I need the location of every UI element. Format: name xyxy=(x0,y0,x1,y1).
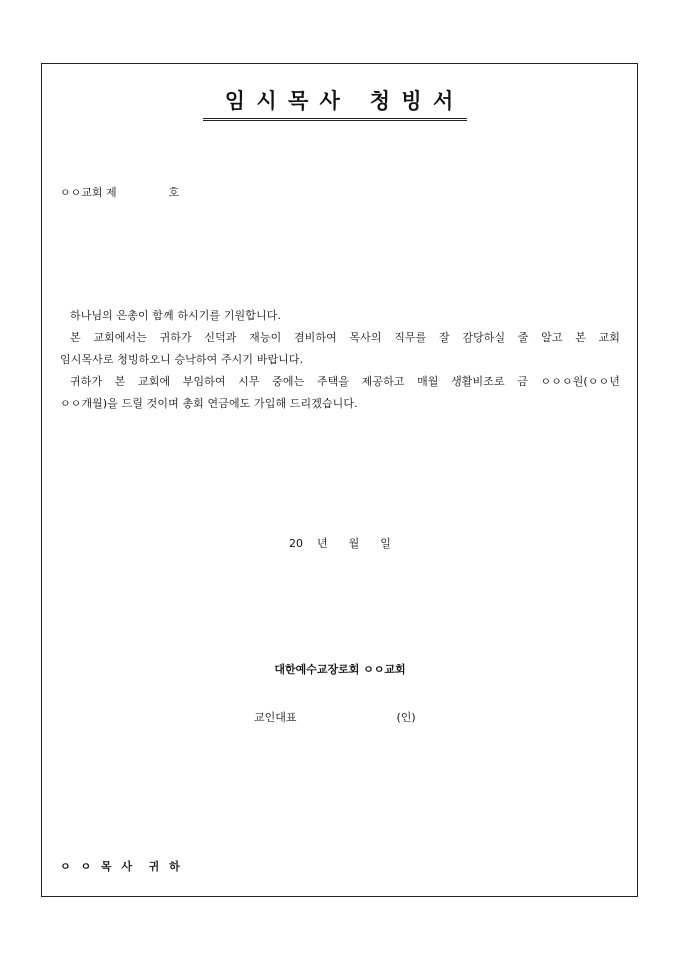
terms-paragraph-line-2 xyxy=(60,393,620,415)
invitation-paragraph-line-1 xyxy=(60,327,620,349)
paragraph-line-1: 하나님의 은총이 함께 하시기를 기원합니다. xyxy=(70,309,282,322)
seal-mark: (인) xyxy=(396,711,416,724)
terms-paragraph-line-1 xyxy=(60,371,620,393)
recipient-line: ㅇ ㅇ 목 사 귀 하 xyxy=(60,860,183,873)
church-number-label: ㅇㅇ교회 제 xyxy=(60,186,117,199)
day-label: 일 xyxy=(380,537,391,550)
year-prefix: 20 xyxy=(289,537,304,550)
greeting-paragraph xyxy=(60,305,620,327)
invitation-paragraph-line-2 xyxy=(60,349,620,371)
paragraph-line-2: 본 교회에서는 귀하가 신덕과 재능이 겸비하여 목사의 직무를 잘 감당하실 줄 알고 본 교회 xyxy=(70,331,620,344)
representative-label: 교인대표 xyxy=(254,711,297,724)
paragraph-line-5: ㅇㅇ개월)을 드릴 것이며 총회 연금에도 가입해 드리겠습니다. xyxy=(60,397,358,410)
organization-name: 대한예수교장로회 ㅇㅇ교회 xyxy=(274,663,406,676)
document-title: 임 시 목 사 청 빙 서 xyxy=(224,88,456,113)
representative-line xyxy=(254,711,416,725)
letter-body xyxy=(60,305,620,415)
date-line xyxy=(0,537,680,551)
paragraph-line-4: 귀하가 본 교회에 부임하여 시무 중에는 주택을 제공하고 매월 생활비조로 금 ㅇㅇㅇ원(ㅇㅇ년 xyxy=(70,375,620,388)
month-label: 월 xyxy=(348,537,360,550)
document-number-line xyxy=(60,186,179,200)
paragraph-line-3: 임시목사로 청빙하오니 승낙하여 주시기 바랍니다. xyxy=(60,353,304,366)
year-label: 년 xyxy=(317,537,328,550)
title-double-underline xyxy=(203,118,467,121)
number-suffix: 호 xyxy=(168,186,180,199)
